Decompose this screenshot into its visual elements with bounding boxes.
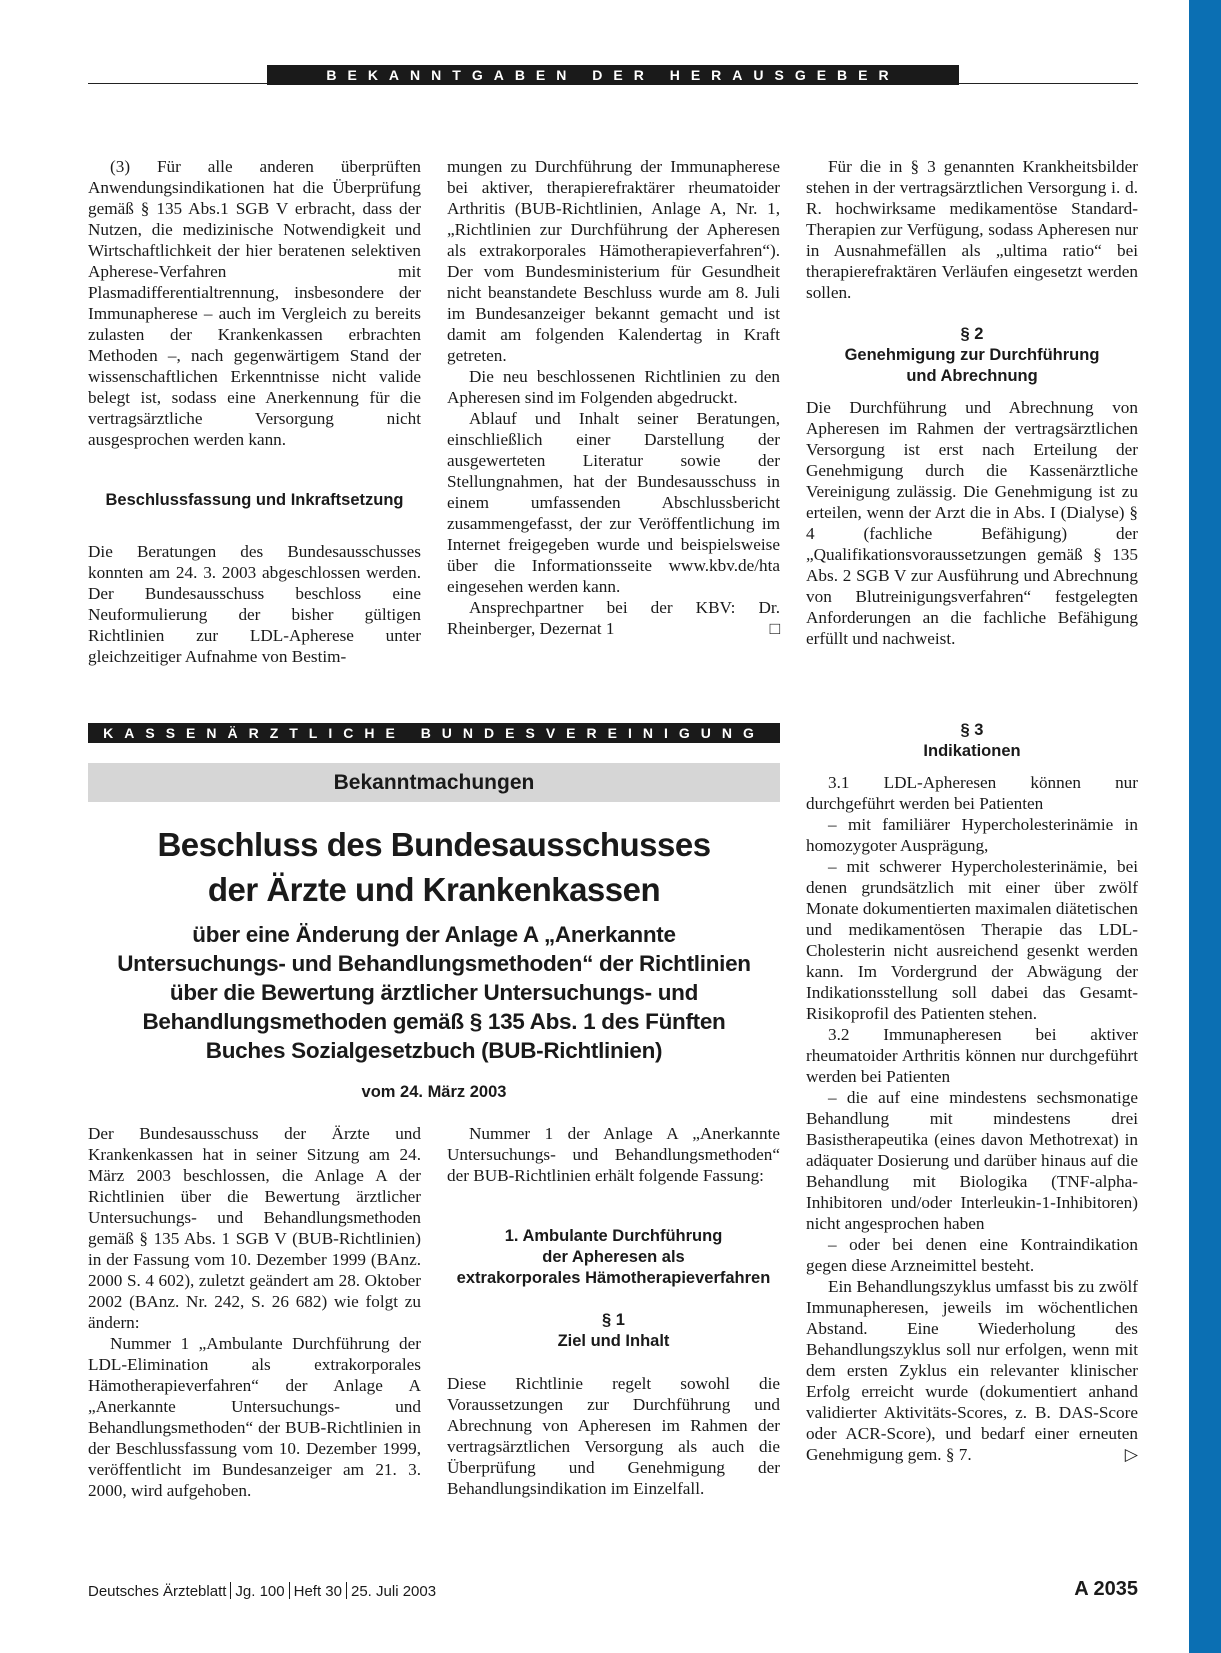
section-heading: Beschlussfassung und Inkraftsetzung — [105, 491, 404, 509]
paragraph: Die Durchführung und Abrechnung von Apheresen im Rahmen der vertragsärztlichen Versorgung ist erst nach Erteilung der Genehmigung durch die Kassenärztliche Vereinigung zulässig. Die Genehmigung ist zu erteilen, wenn der Arzt die in Abs. I (Dialyse) § 4 (fachliche Befähigung) der „Qualifikationsvoraussetzungen gemäß § 135 Abs. 2 SGB V zur Ausführung und Abrechnung von Blutreinigungsverfahren“ festgelegten Anforderungen an die fachliche Befähigung erfüllt und nachweist. — [806, 398, 1138, 648]
section-heading: extrakorporales Hämotherapieverfahren — [456, 1269, 771, 1287]
section-heading: der Apheresen als — [542, 1248, 685, 1266]
column-3 — [806, 156, 1138, 649]
column-2 — [447, 156, 780, 639]
section-box: Bekanntmachungen — [88, 763, 780, 802]
column-5 — [447, 1123, 780, 1499]
divider — [230, 1582, 231, 1599]
section-title: und Abrechnung — [906, 367, 1038, 385]
issue: Heft 30 — [293, 1583, 342, 1600]
subtitle-line: Buches Sozialgesetzbuch (BUB-Richtlinien) — [205, 1038, 663, 1063]
paragraph: – mit familiärer Hypercholesterinämie in homozygoter Ausprägung, — [806, 815, 1138, 855]
section-number: § 3 — [960, 721, 984, 739]
paragraph: (3) Für alle anderen überprüften Anwendungsindikationen hat die Überprüfung gemäß § 135 Abs.1 SGB V erbracht, dass der Nutzen, die medizinische Notwendigkeit und Wirtschaftlichkeit der hier beratenen selektiven Apherese-Verfahren mit Plasmadifferentialtrennung, insbesondere der Immunapherese – auch im Vergleich zu bereits zulasten der Krankenkassen erbrachten Methoden –, nach gegenwärtigem Stand der wissenschaftlichen Erkenntnisse nicht valide belegt ist, sodass eine Anerkennung für die vertragsärztliche Versorgung nicht ausgesprochen werden kann. — [88, 157, 421, 449]
footer-citation — [88, 1582, 436, 1600]
paragraph: Für die in § 3 genannten Krankheitsbilder stehen in der vertragsärztlichen Versorgung i. d. R. hochwirksame medikamentöse Standard-Therapien zur Verfügung, sodass Apheresen nur in Ausnahmefällen als „ultima ratio“ bei therapierefraktären Verläufen eingesetzt werden sollen. — [806, 157, 1138, 302]
accent-sidebar — [1189, 0, 1221, 1653]
paragraph: Die Beratungen des Bundesausschusses konnten am 24. 3. 2003 abgeschlossen werden. Der Bundesausschuss beschloss eine Neuformulierung der bisher gültigen Richtlinien zur LDL-Apherese unter gleichzeitiger Aufnahme von Bestim- — [88, 542, 421, 666]
paragraph: mungen zu Durchführung der Immunapherese bei aktiver, therapierefraktärer rheumatoider Arthritis (BUB-Richtlinien, Anlage A, Nr. 1, „Richtlinien zur Durchführung der Apheresen als extrakorporales Hämotherapieverfahren“). Der vom Bundesministerium für Gesundheit nicht beanstandete Beschluss wurde am 8. Juli im Bundesanzeiger bekannt gemacht und ist damit am folgenden Kalendertag in Kraft getreten. — [447, 157, 780, 365]
divider — [346, 1582, 347, 1599]
section-title: Genehmigung zur Durchführung — [844, 346, 1100, 364]
journal-name: Deutsches Ärzteblatt — [88, 1583, 227, 1600]
paragraph: 3.1 LDL-Apheresen können nur durchgeführt werden bei Patienten — [806, 773, 1138, 813]
kbv-band: KASSENÄRZTLICHE BUNDESVEREINIGUNG — [88, 723, 780, 743]
title-line: Beschluss des Bundesausschusses — [157, 826, 711, 863]
paragraph — [447, 597, 780, 639]
subtitle-line: über die Bewertung ärztlicher Untersuchungs- und — [169, 980, 699, 1005]
section-number: § 2 — [960, 325, 984, 343]
paragraph: – oder bei denen eine Kontraindikation gegen diese Arzneimittel besteht. — [806, 1235, 1138, 1275]
divider — [289, 1582, 290, 1599]
paragraph: Der Bundesausschuss der Ärzte und Krankenkassen hat in seiner Sitzung am 24. März 2003 beschlossen, die Anlage A der Richtlinien über die Bewertung ärztlicher Untersuchungs- und Behandlungsmethoden gemäß § 135 Abs. 1 SGB V (BUB-Richtlinien) in der Fassung vom 10. Dezember 1999 (BAnz. 2000 S. 4 602), zuletzt geändert am 28. Oktober 2002 (BAnz. Nr. 242, S. 26 682) wie folgt zu ändern: — [88, 1124, 421, 1332]
column-1 — [88, 156, 421, 667]
page-number: A 2035 — [1074, 1578, 1138, 1600]
subtitle-line: über eine Änderung der Anlage A „Anerkannte — [192, 922, 676, 947]
paragraph — [806, 1276, 1138, 1465]
paragraph: 3.2 Immunapheresen bei aktiver rheumatoider Arthritis können nur durchgeführt werden bei Patienten — [806, 1025, 1138, 1086]
subtitle-line: Behandlungsmethoden gemäß § 135 Abs. 1 des Fünften — [142, 1009, 726, 1034]
section-number: § 1 — [602, 1311, 625, 1329]
header-band: BEKANNTGABEN DER HERAUSGEBER — [267, 65, 959, 85]
paragraph: Nummer 1 der Anlage A „Anerkannte Untersuchungs- und Behandlungsmethoden“ der BUB-Richtlinien erhält folgende Fassung: — [447, 1124, 780, 1185]
section-title: Indikationen — [923, 742, 1021, 760]
paragraph: – mit schwerer Hypercholesterinämie, bei denen grundsätzlich mit einer über zwölf Monate dokumentierten maximalen diätetischen und medikamentösen Therapie das LDL-Cholesterin nicht ausreichend gesenkt werden kann. Im Vordergrund der Abwägung der Indikationsstellung soll dabei das Gesamt-Risikoprofil des Patienten stehen. — [806, 857, 1138, 1023]
column-4 — [88, 1123, 421, 1501]
end-mark-icon: □ — [769, 619, 780, 638]
paragraph: – die auf eine mindestens sechsmonatige Behandlung mit mindestens drei Basistherapeutika (eines davon Methotrexat) in adäquater Dosierung und darüber hinaus auf die Behandlung mit Biologika (TNF-alpha-Inhibitoren und/oder Interleukin-1-Inhibitoren) nicht angesprochen haben — [806, 1088, 1138, 1233]
article-subtitle — [88, 920, 780, 1065]
paragraph: Die neu beschlossenen Richtlinien zu den Apheresen sind im Folgenden abgedruckt. — [447, 367, 780, 407]
contact-text: Ansprechpartner bei der KBV: Dr. Rheinberger, Dezernat 1 — [447, 598, 780, 638]
volume: Jg. 100 — [235, 1583, 285, 1600]
column-6 — [806, 720, 1138, 1465]
article-date: vom 24. März 2003 — [361, 1083, 507, 1101]
section-title: Ziel und Inhalt — [557, 1332, 670, 1350]
subtitle-line: Untersuchungs- und Behandlungsmethoden“ der Richtlinien — [117, 951, 751, 976]
title-line: der Ärzte und Krankenkassen — [207, 871, 661, 908]
issue-date: 25. Juli 2003 — [351, 1583, 437, 1600]
section-heading: 1. Ambulante Durchführung — [504, 1227, 723, 1245]
continue-arrow-icon: ▷ — [1124, 1445, 1138, 1464]
article-title — [88, 822, 780, 912]
paragraph: Diese Richtlinie regelt sowohl die Voraussetzungen zur Durchführung und Abrechnung von Apheresen im Rahmen der vertragsärztlichen Versorgung als auch die Überprüfung und Genehmigung der Behandlungsindikation im Einzelfall. — [447, 1374, 780, 1498]
paragraph: Nummer 1 „Ambulante Durchführung der LDL-Elimination als extrakorporales Hämotherapieverfahren“ der Anlage A „Anerkannte Untersuchungs- und Behandlungsmethoden“ der BUB-Richtlinien in der Beschlussfassung vom 10. Dezember 1999, veröffentlicht im Bundesanzeiger am 21. 3. 2000, wird aufgehoben. — [88, 1334, 421, 1500]
paragraph-text: Ein Behandlungszyklus umfasst bis zu zwölf Immunapheresen, jeweils im wöchentlichen Abstand. Eine Wiederholung des Behandlungszyklus soll nur erfolgen, wenn mit dem ersten Zyklus ein relevanter klinischer Erfolg erreicht wurde (dokumentiert anhand validierter Aktivitäts-Scores, z. B. DAS-Score oder ACR-Score), und bedarf einer erneuten Genehmigung gem. § 7. — [806, 1277, 1138, 1464]
paragraph: Ablauf und Inhalt seiner Beratungen, einschließlich einer Darstellung der ausgewerteten Literatur sowie der Stellungnahmen, hat der Bundesausschuss in einem umfassenden Abschlussbericht zusammengefasst, der zur Veröffentlichung im Internet freigegeben wurde und beispielsweise über die Informationsseite www.kbv.de/hta eingesehen werden kann. — [447, 409, 780, 596]
